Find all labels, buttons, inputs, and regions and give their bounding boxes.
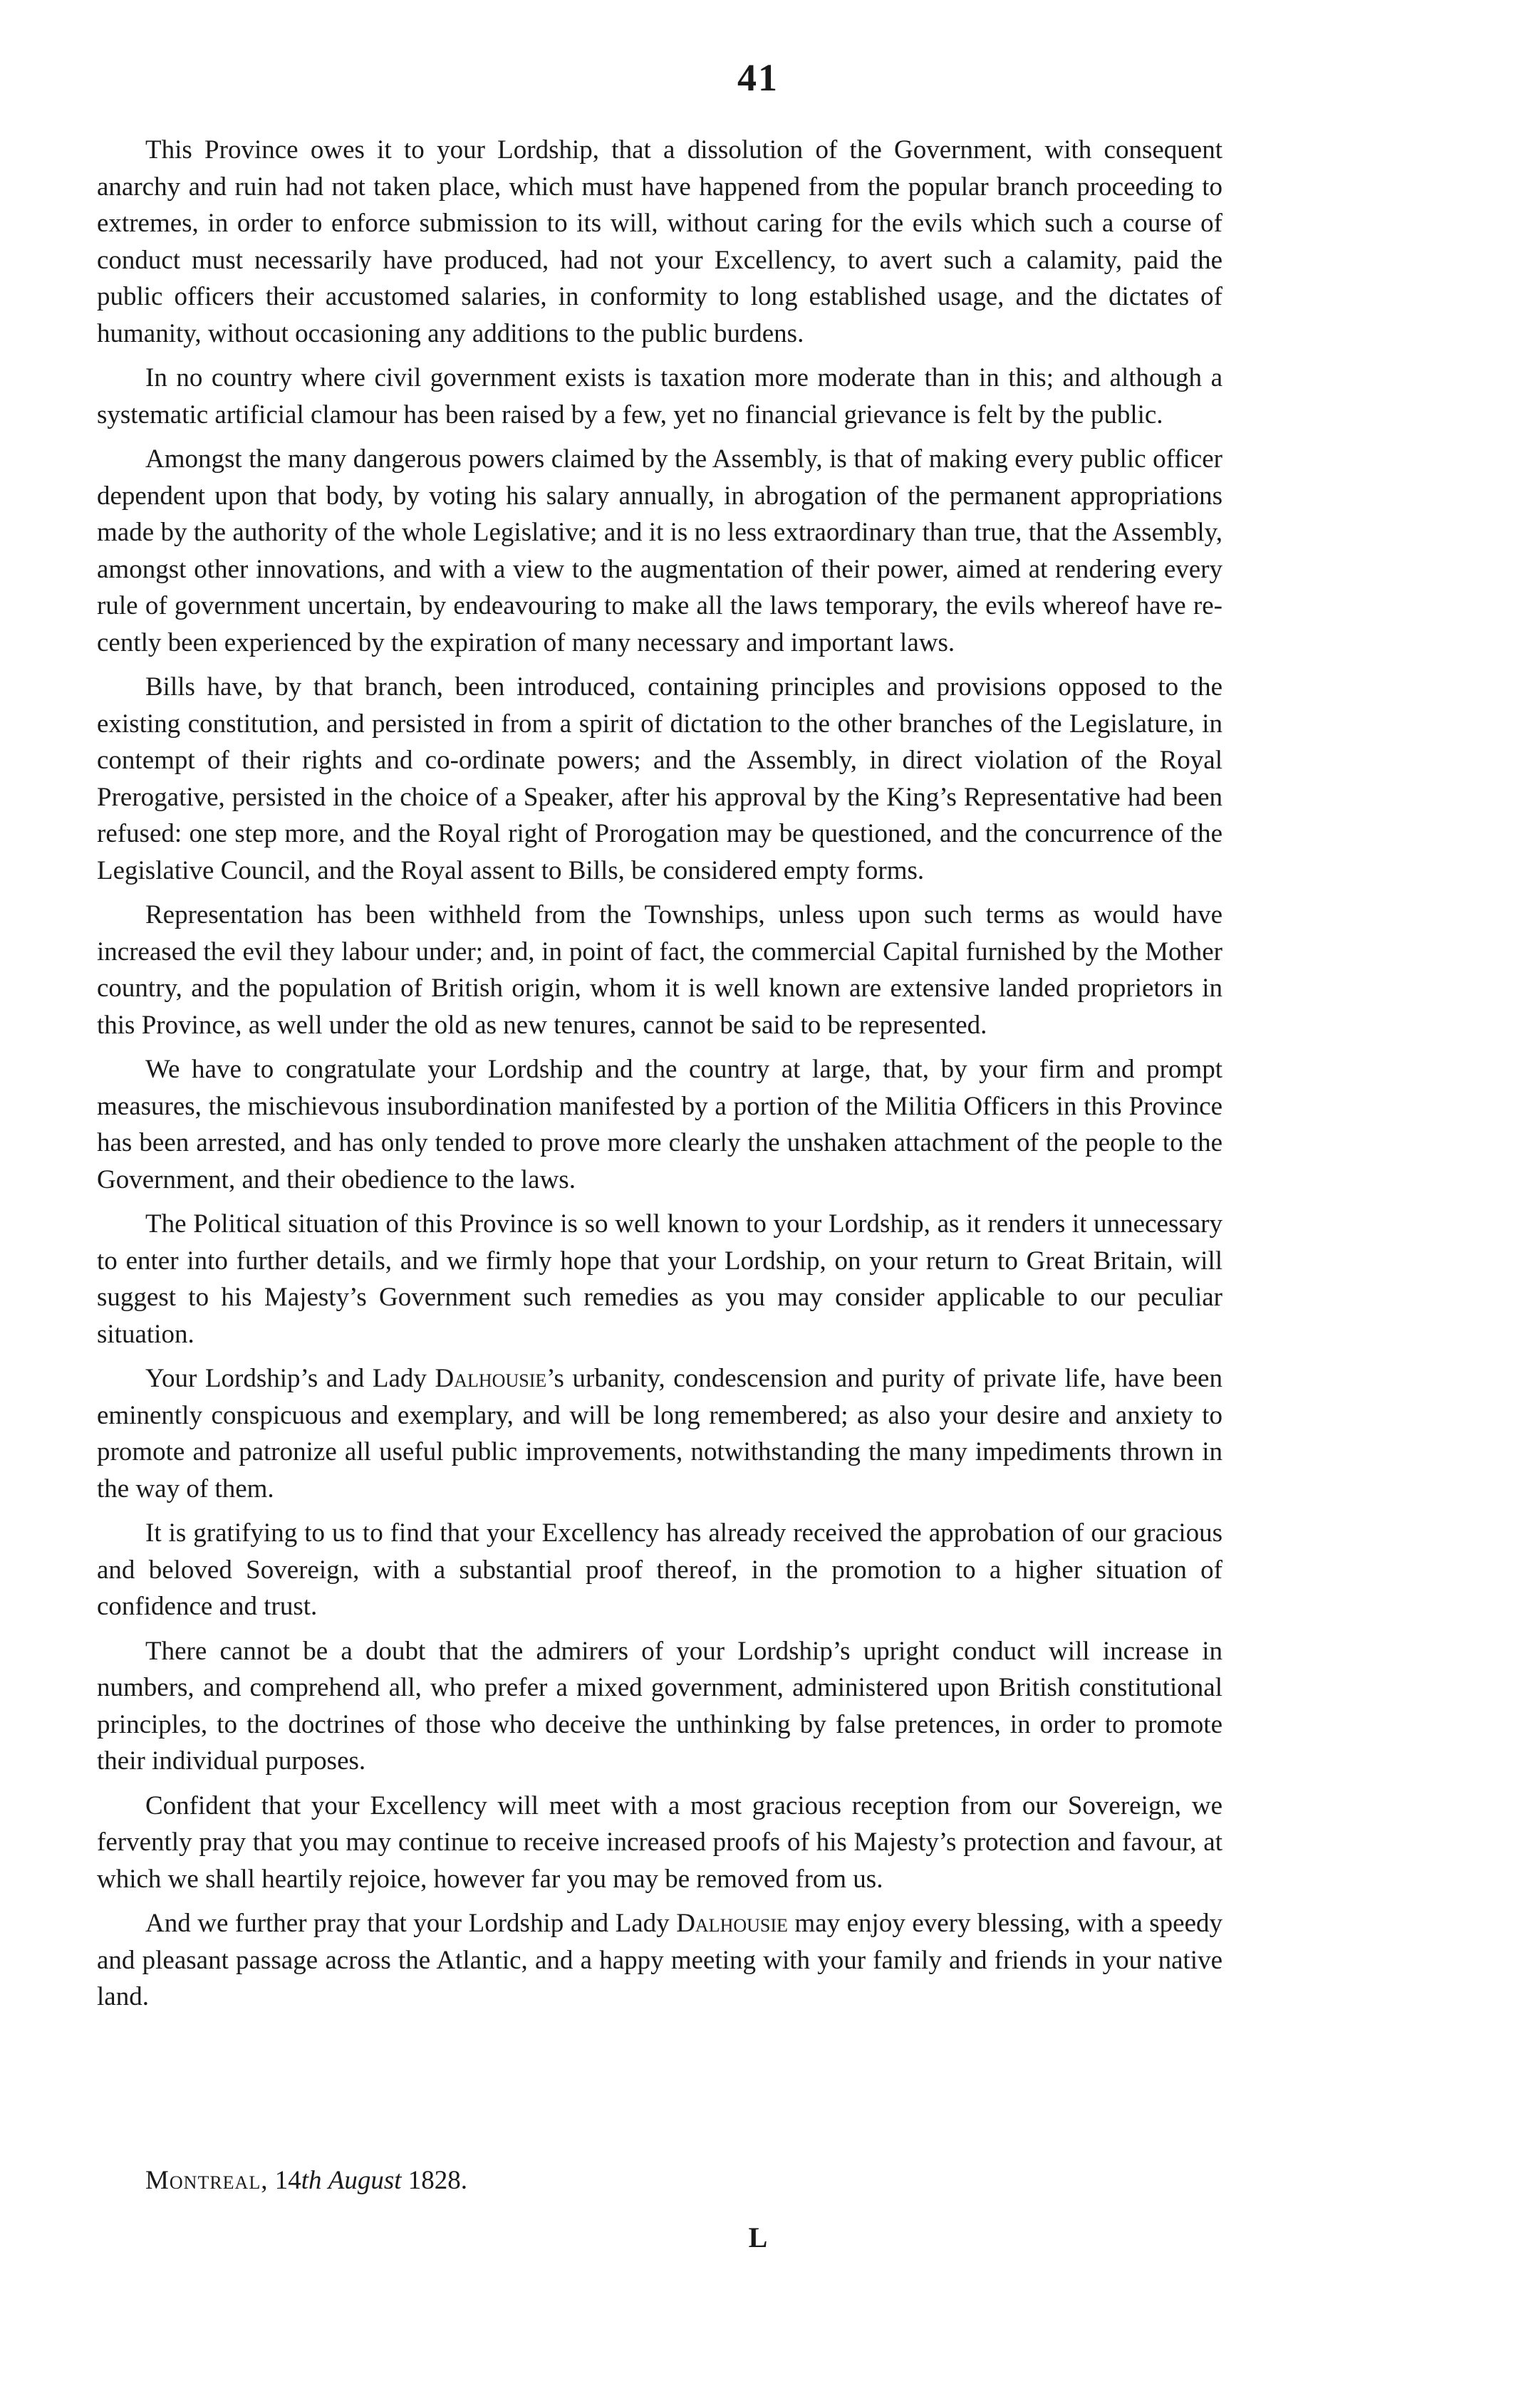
paragraph-admirers: There cannot be a doubt that the admirers of your Lordship’s upright conduct will increase in numbers, and comprehend all, who prefer a mixed government, administered upon British constitutional principles, to the doctrines of those who deceive the unthinking by false pretences, in order to promote their individual purposes. (97, 1636, 1222, 1776)
paragraph-urbanity-rest: ’s urbanity, condescension and purity of private life, have been eminently conspicuous and exemplary, and will be long remembered; as also your desire and anxiety to promote and patronize all useful public improvements, notwithstanding the many impediments thrown in the way of them. (97, 1364, 1222, 1503)
name-dalhousie: Dalhousie (435, 1364, 547, 1393)
signoff-month: August (328, 2166, 402, 2195)
paragraph-political-situation: The Political situation of this Province is so well known to your Lordship, as it renders it unnecessary to enter into further details, and we firmly hope that your Lordship, on your return to Great Britain, will suggest to his Majesty’s Government such remedies as you may consider applicable to our peculiar situation. (97, 1209, 1222, 1349)
name-dalhousie: Dalhousie (676, 1909, 788, 1938)
paragraph-blessing-rest: may enjoy every blessing, with a speedy and pleasant passage across the Atlantic, and a happy meeting with your family and friends in your native land. (97, 1909, 1222, 2011)
paragraph-urbanity-lead: Your Lordship’s and Lady (145, 1364, 435, 1393)
signoff-year: 1828. (407, 2166, 468, 2195)
page-number: 41 (737, 56, 779, 99)
paragraph-dissolution: This Province owes it to your Lordship, that a dissolution of the Government, with consequent anarchy and ruin had not taken place, which must have happened from the popular branch proceeding to extremes, in order to enforce submission to its will, without caring for the evils which such a course of conduct must necessarily have produced, had not your Excellency, to avert such a calamity, paid the public officers their accustomed salaries, in conformity to long established usage, and the dictates of humanity, without occasioning any additions to the public burdens. (97, 135, 1222, 348)
paragraph-blessing-lead: And we further pray that your Lordship and Lady (145, 1909, 677, 1938)
paragraph-urbanity (97, 1360, 1222, 1507)
paragraph-representation: Representation has been withheld from the Townships, unless upon such terms as would have increased the evil they labour under; and, in point of fact, the commercial Capital furnished by the Mother country, and the population of British origin, whom it is well known are extensive landed proprietors in this Province, as well under the old as new tenures, cannot be said to be represented. (97, 900, 1222, 1040)
paragraph-blessing (97, 1905, 1222, 2016)
signature-mark: L (748, 2221, 768, 2253)
paragraph-approbation: It is gratifying to us to find that your Excellency has already received the approbation of our gracious and beloved Sovereign, with a substantial proof thereof, in the promotion to a higher situation of confidence and trust. (97, 1518, 1222, 1621)
paragraph-assembly-powers: Amongst the many dangerous powers claimed by the Assembly, is that of making every public officer dependent upon that body, by voting his salary annually, in abrogation of the permanent appropriations made by the authority of the whole Legislative; and it is no less extraordinary than true, that the Assembly, amongst other innovations, and with a view to the augmentation of their power, aimed at rendering every rule of government uncertain, by endeavouring to make all the laws temporary, the evils whereof have recently been experienced by the expiration of many necessary and important laws. (97, 444, 1222, 657)
paragraph-militia: We have to congratulate your Lordship and the country at large, that, by your firm and prompt measures, the mischievous insubordination manifested by a portion of the Militia Officers in this Province has been arrested, and has only tended to prove more clearly the unshaken attachment of the people to the Government, and their obedience to the laws. (97, 1055, 1222, 1194)
address-body (97, 132, 1222, 2023)
signoff-ordinal: th (301, 2166, 322, 2195)
signoff-day: 14 (274, 2166, 301, 2195)
paragraph-bills: Bills have, by that branch, been introduced, containing principles and provisions opposed to the existing constitution, and persisted in from a spirit of dictation to the other branches of the Legislature, in contempt of their rights and co-ordinate powers; and the Assembly, in direct violation of the Royal Prerogative, persisted in the choice of a Speaker, after his approval by the King’s Representative had been refused: one step more, and the Royal right of Prorogation may be questioned, and the concurrence of the Legislative Council, and the Royal assent to Bills, be considered empty forms. (97, 672, 1222, 885)
signoff-place: Montreal, (145, 2166, 269, 2195)
paragraph-taxation: In no country where civil government exists is taxation more moderate than in this; and although a systematic artificial clamour has been raised by a few, yet no financial grievance is felt by the public. (97, 363, 1222, 429)
place-and-date (145, 2162, 467, 2199)
paragraph-sovereign: Confident that your Excellency will meet with a most gracious reception from our Sovereign, we fervently pray that you may continue to receive increased proofs of his Majesty’s protection and favour, at which we shall heartily rejoice, however far you may be removed from us. (97, 1791, 1222, 1894)
